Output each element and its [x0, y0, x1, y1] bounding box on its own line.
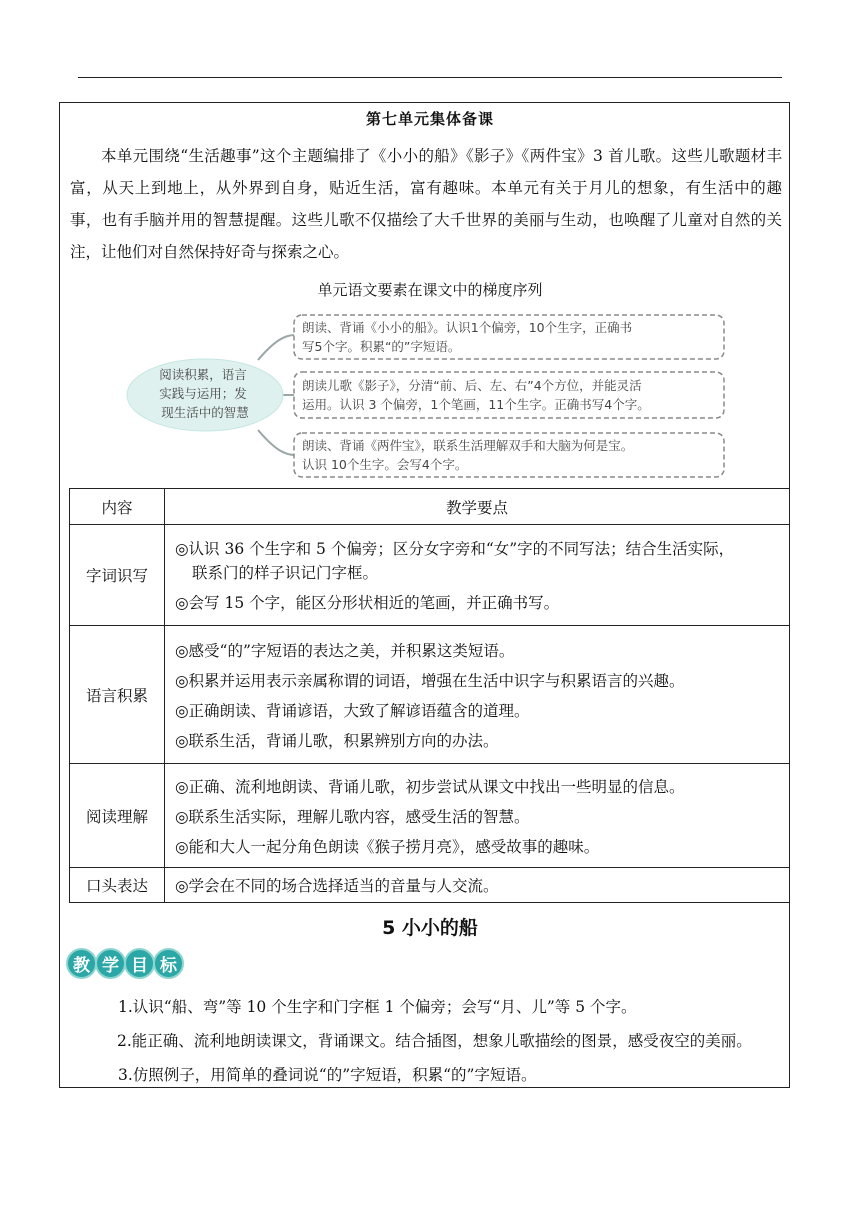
mindmap-center-line: 阅读积累，语言: [159, 367, 247, 382]
header-teaching-points: 教学要点: [165, 489, 790, 525]
header-rule: [78, 77, 782, 78]
teaching-point: ◎联系生活，背诵儿歌，积累辨别方向的办法。: [175, 731, 499, 750]
lesson-title: 5 小小的船: [382, 917, 478, 939]
row-category: 字词识写: [70, 525, 165, 626]
mindmap-center-line: 现生活中的智慧: [161, 405, 249, 420]
teaching-point-text: ◎认识 36 个生字和 5 个偏旁；区分女字旁和“女”字的不同写法；结合生活实际，: [175, 540, 735, 558]
mindmap-branch-line: 写5个字。积累“的”字短语。: [302, 339, 461, 354]
row-category: 口头表达: [70, 868, 165, 903]
row-category: 阅读理解: [70, 764, 165, 868]
badge-char: 标: [153, 948, 184, 979]
row-points: [165, 626, 790, 764]
teaching-goals-list: [118, 990, 798, 1092]
mindmap-branch-line: 认识 10个生字。会写4个字。: [302, 457, 468, 472]
mindmap-connector: [258, 430, 295, 455]
teaching-points-table: [69, 488, 790, 903]
table-header-row: [70, 489, 790, 525]
teaching-point: ◎会写 15 个字，能区分形状相近的笔画，并正确书写。: [175, 594, 560, 612]
teaching-point: ◎学会在不同的场合选择适当的音量与人交流。: [175, 877, 499, 895]
teaching-point: [175, 537, 783, 585]
mindmap-center-line: 实践与运用；发: [159, 386, 247, 401]
mindmap-branch-line: 运用。认识 3 个偏旁，1个笔画，11个生字。正确书写4个字。: [302, 397, 650, 412]
table-row: [70, 626, 790, 764]
badge-char: 学: [95, 948, 126, 979]
table-row: [70, 868, 790, 903]
row-points: [165, 868, 790, 903]
unit-intro-paragraph: 本单元围绕“生活趣事”这个主题编排了《小小的船》《影子》《两件宝》3 首儿歌。这些儿歌题材丰富，从天上到地上，从外界到自身，贴近生活，富有趣味。本单元有关于月儿的想象，有生活中的趣事，也有手脑并用的智慧提醒。这些儿歌不仅描绘了大千世界的美丽与生动，也唤醒了儿童对自然的关注，让他们对自然保持好奇与探索之心。: [70, 147, 782, 261]
badge-char: 目: [124, 948, 155, 979]
mindmap-branch-line: 朗读、背诵《两件宝》，联系生活理解双手和大脑为何是宝。: [302, 438, 634, 453]
teaching-point: ◎正确朗读、背诵谚语，大致了解谚语蕴含的道理。: [175, 701, 530, 720]
table-row: [70, 525, 790, 626]
row-points: [165, 764, 790, 868]
badge-char: 教: [66, 948, 97, 979]
teaching-point: ◎联系生活实际，理解儿歌内容，感受生活的智慧。: [175, 807, 530, 826]
teaching-point: ◎积累并运用表示亲属称谓的词语，增强在生活中识字与积累语言的兴趣。: [175, 671, 685, 690]
unit-title: 第七单元集体备课: [365, 110, 494, 128]
row-category: 语言积累: [70, 626, 165, 764]
table-row: [70, 764, 790, 868]
mindmap-branch-line: 朗读、背诵《小小的船》。认识1个偏旁，10个生字，正确书: [302, 320, 633, 335]
header-content: 内容: [70, 489, 165, 525]
svg-text:阅读积累，语言 实践与运用；发 现生活中的智: [159, 367, 251, 420]
teaching-point: ◎感受“的”字短语的表达之美，并积累这类短语。: [175, 641, 515, 660]
row-points: [165, 525, 790, 626]
mindmap-connector: [258, 335, 295, 360]
goal-item: 1.认识“船、弯”等 10 个生字和门字框 1 个偏旁；会写“月、儿”等 5 个字。: [118, 998, 637, 1016]
goal-item: 2.能正确、流利地朗读课文，背诵课文。结合插图，想象儿歌描绘的图景，感受夜空的美丽。: [117, 1032, 752, 1050]
teaching-point: ◎能和大人一起分角色朗读《猴子捞月亮》，感受故事的趣味。: [175, 837, 600, 856]
sequence-title: 单元语文要素在课文中的梯度序列: [317, 281, 543, 299]
teaching-goals-badge: [66, 948, 182, 980]
mindmap-branch-line: 朗读儿歌《影子》，分清“前、后、左、右”4个方位，并能灵活: [302, 378, 642, 393]
teaching-point: ◎正确、流利地朗读、背诵儿歌，初步尝试从课文中找出一些明显的信息。: [175, 777, 685, 796]
teaching-point-continuation: 联系门的样子识记门字框。: [192, 564, 379, 582]
goal-item: 3.仿照例子，用简单的叠词说“的”字短语，积累“的”字短语。: [118, 1066, 537, 1084]
unit-mindmap: [110, 305, 750, 485]
